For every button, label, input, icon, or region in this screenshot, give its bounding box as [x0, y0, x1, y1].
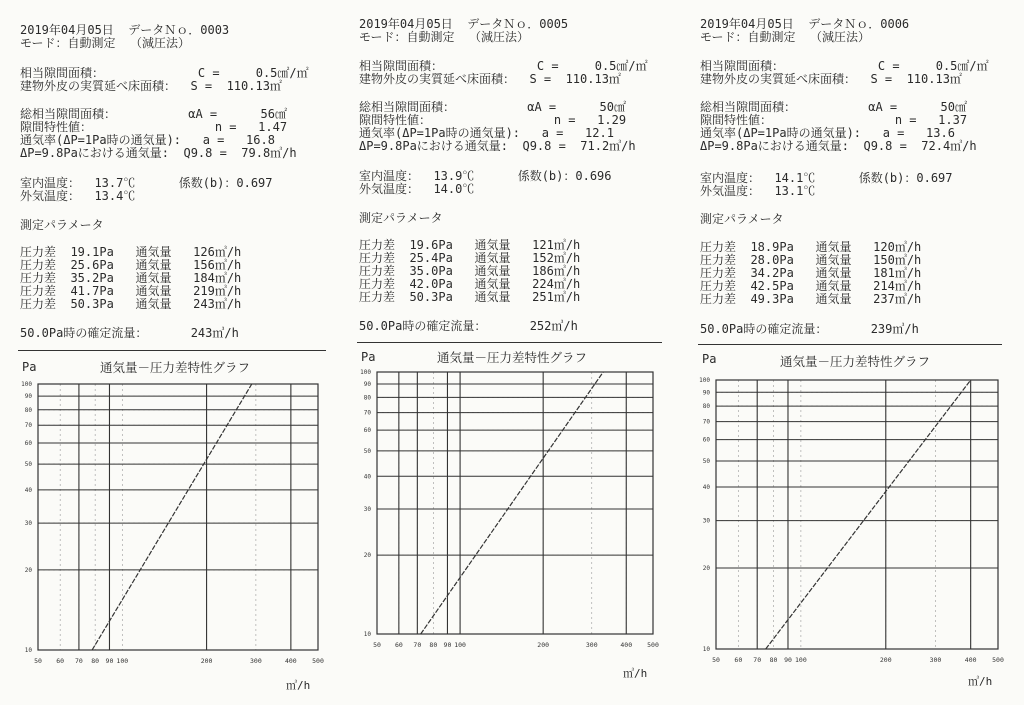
aa-line: 総相当隙間面積： αA = 56㎠	[20, 107, 287, 121]
y-tick-label: 10	[363, 631, 371, 638]
s-line: 建物外皮の実質延べ床面積： S = 110.13㎡	[359, 72, 621, 86]
graph-title: 通気量－圧力差特性グラフ	[100, 360, 251, 375]
x-unit-label: ㎥/h	[623, 667, 648, 680]
x-tick-label: 300	[929, 656, 942, 664]
plot-frame	[716, 380, 998, 649]
params-title: 測定パラメータ	[20, 218, 104, 232]
s-line: 建物外皮の実質延べ床面積： S = 110.13㎡	[20, 79, 282, 93]
y-tick-label: 30	[24, 520, 32, 528]
c-line: 相当隙間面積： C = 0.5㎠/㎡	[700, 59, 989, 73]
x-tick-label: 200	[879, 656, 892, 664]
param-row: 圧力差 34.2Pa 通気量 181㎥/h	[700, 266, 922, 280]
param-row: 圧力差 42.0Pa 通気量 224㎥/h	[359, 277, 581, 291]
y-tick-label: 90	[702, 389, 710, 397]
report-header: 2019年04月05日 データＮｏ．0006	[700, 17, 910, 31]
report-header: 2019年04月05日 データＮｏ．0005	[359, 17, 569, 31]
result-line: 50.0Pa時の確定流量： 252㎥/h	[359, 319, 578, 333]
y-tick-label: 30	[363, 505, 371, 513]
mode-line: モード：自動測定 （減圧法）	[359, 30, 529, 44]
param-row: 圧力差 42.5Pa 通気量 214㎥/h	[700, 279, 922, 293]
x-tick-label: 60	[394, 641, 403, 649]
y-tick-label: 30	[702, 517, 710, 525]
x-unit-label: ㎥/h	[286, 679, 311, 692]
graph-title: 通気量－圧力差特性グラフ	[437, 350, 588, 365]
n-line: 隙間特性値： n = 1.37	[700, 113, 968, 127]
x-tick-label: 80	[91, 657, 100, 665]
pressure-flow-chart	[680, 366, 1010, 669]
y-tick-label: 20	[24, 566, 32, 574]
n-line: 隙間特性値： n = 1.29	[359, 113, 627, 127]
x-tick-label: 400	[964, 656, 977, 664]
c-line: 相当隙間面積： C = 0.5㎠/㎡	[359, 59, 648, 73]
y-tick-label: 50	[363, 447, 371, 455]
x-tick-label: 100	[116, 657, 129, 665]
aa-line: 総相当隙間面積： αA = 50㎠	[700, 100, 967, 114]
param-row: 圧力差 25.4Pa 通気量 152㎥/h	[359, 251, 581, 265]
y-tick-label: 60	[24, 440, 32, 448]
y-tick-label: 70	[24, 422, 32, 430]
pressure-flow-chart	[341, 362, 666, 660]
y-tick-label: 80	[702, 403, 710, 411]
y-tick-label: 10	[24, 647, 32, 654]
x-tick-label: 70	[413, 641, 422, 649]
x-tick-label: 90	[784, 656, 792, 664]
x-tick-label: 80	[769, 656, 778, 664]
y-tick-label: 20	[702, 565, 710, 573]
x-tick-label: 60	[56, 657, 65, 665]
x-tick-label: 70	[753, 656, 762, 664]
param-row: 圧力差 18.9Pa 通気量 120㎥/h	[700, 240, 922, 254]
x-tick-label: 50	[712, 656, 720, 664]
y-unit-label: Pa	[22, 360, 37, 374]
a-line: 通気率(ΔP=1Pa時の通気量): a = 16.8	[20, 133, 275, 147]
x-tick-label: 500	[647, 641, 659, 649]
param-row: 圧力差 50.3Pa 通気量 243㎥/h	[20, 297, 242, 311]
x-tick-label: 90	[105, 657, 114, 665]
y-tick-label: 10	[702, 646, 710, 653]
n-line: 隙間特性値： n = 1.47	[20, 120, 288, 134]
x-unit-label: ㎥/h	[968, 675, 993, 688]
x-tick-label: 300	[250, 657, 262, 665]
param-row: 圧力差 19.1Pa 通気量 126㎥/h	[20, 245, 242, 259]
aa-line: 総相当隙間面積： αA = 50㎠	[359, 100, 626, 114]
y-tick-label: 40	[363, 473, 371, 481]
param-row: 圧力差 41.7Pa 通気量 219㎥/h	[20, 284, 242, 298]
x-tick-label: 400	[284, 657, 297, 665]
params-title: 測定パラメータ	[700, 212, 784, 226]
x-tick-label: 500	[992, 656, 1004, 664]
x-tick-label: 500	[312, 657, 324, 665]
y-tick-label: 100	[21, 381, 32, 388]
x-tick-label: 70	[75, 657, 83, 665]
divider	[698, 344, 1002, 345]
x-tick-label: 90	[443, 641, 452, 649]
param-row: 圧力差 50.3Pa 通気量 251㎥/h	[359, 290, 581, 304]
divider	[18, 350, 326, 351]
x-tick-label: 200	[537, 641, 550, 649]
y-unit-label: Pa	[702, 352, 717, 366]
y-tick-label: 60	[702, 436, 710, 444]
x-tick-label: 100	[795, 656, 807, 664]
s-line: 建物外皮の実質延べ床面積： S = 110.13㎡	[700, 72, 962, 86]
plot-frame	[38, 384, 318, 650]
y-tick-label: 90	[24, 393, 32, 401]
q-line: ΔP=9.8Paにおける通気量: Q9.8 = 79.8㎥/h	[20, 146, 297, 160]
temp-in-line: 室内温度： 13.9℃ 係数(b)：0.696	[359, 169, 612, 183]
divider	[357, 342, 662, 343]
y-tick-label: 50	[702, 457, 710, 465]
y-tick-label: 40	[702, 484, 710, 492]
y-tick-label: 100	[360, 369, 371, 376]
y-tick-label: 100	[699, 377, 710, 384]
c-line: 相当隙間面積： C = 0.5㎠/㎡	[20, 66, 309, 80]
temp-out-line: 外気温度： 14.0℃	[359, 182, 475, 196]
y-tick-label: 60	[363, 427, 371, 435]
temp-in-line: 室内温度： 14.1℃ 係数(b)：0.697	[700, 171, 953, 185]
x-tick-label: 200	[200, 657, 213, 665]
param-row: 圧力差 35.0Pa 通気量 186㎥/h	[359, 264, 581, 278]
pressure-flow-chart	[0, 370, 330, 670]
y-tick-label: 70	[702, 418, 710, 426]
result-line: 50.0Pa時の確定流量： 239㎥/h	[700, 322, 919, 336]
regression-line	[92, 384, 252, 650]
x-tick-label: 60	[734, 656, 743, 664]
temp-out-line: 外気温度： 13.1℃	[700, 184, 816, 198]
param-row: 圧力差 28.0Pa 通気量 150㎥/h	[700, 253, 922, 267]
x-tick-label: 80	[429, 641, 438, 649]
param-row: 圧力差 35.2Pa 通気量 184㎥/h	[20, 271, 242, 285]
a-line: 通気率(ΔP=1Pa時の通気量): a = 12.1	[359, 126, 614, 140]
param-row: 圧力差 25.6Pa 通気量 156㎥/h	[20, 258, 242, 272]
regression-line	[421, 372, 604, 634]
param-row: 圧力差 19.6Pa 通気量 121㎥/h	[359, 238, 581, 252]
y-tick-label: 80	[363, 394, 371, 402]
y-tick-label: 80	[24, 406, 32, 414]
x-tick-label: 400	[620, 641, 633, 649]
result-line: 50.0Pa時の確定流量： 243㎥/h	[20, 326, 239, 340]
x-tick-label: 300	[585, 641, 598, 649]
mode-line: モード：自動測定 （減圧法）	[20, 36, 190, 50]
q-line: ΔP=9.8Paにおける通気量: Q9.8 = 72.4㎥/h	[700, 139, 977, 153]
plot-frame	[377, 372, 653, 634]
x-tick-label: 100	[454, 641, 466, 649]
graph-title: 通気量－圧力差特性グラフ	[780, 354, 931, 369]
mode-line: モード：自動測定 （減圧法）	[700, 30, 870, 44]
y-tick-label: 50	[24, 461, 32, 469]
y-tick-label: 20	[363, 552, 371, 560]
y-tick-label: 70	[363, 409, 371, 417]
temp-in-line: 室内温度： 13.7℃ 係数(b)：0.697	[20, 176, 273, 190]
a-line: 通気率(ΔP=1Pa時の通気量): a = 13.6	[700, 126, 955, 140]
x-tick-label: 50	[373, 641, 381, 649]
report-header: 2019年04月05日 データＮｏ．0003	[20, 23, 230, 37]
y-tick-label: 90	[363, 380, 371, 388]
y-tick-label: 40	[24, 486, 32, 494]
param-row: 圧力差 49.3Pa 通気量 237㎥/h	[700, 292, 922, 306]
params-title: 測定パラメータ	[359, 211, 443, 225]
temp-out-line: 外気温度： 13.4℃	[20, 189, 136, 203]
regression-line	[766, 380, 971, 649]
x-tick-label: 50	[34, 657, 42, 665]
q-line: ΔP=9.8Paにおける通気量: Q9.8 = 71.2㎥/h	[359, 139, 636, 153]
y-unit-label: Pa	[361, 350, 376, 364]
